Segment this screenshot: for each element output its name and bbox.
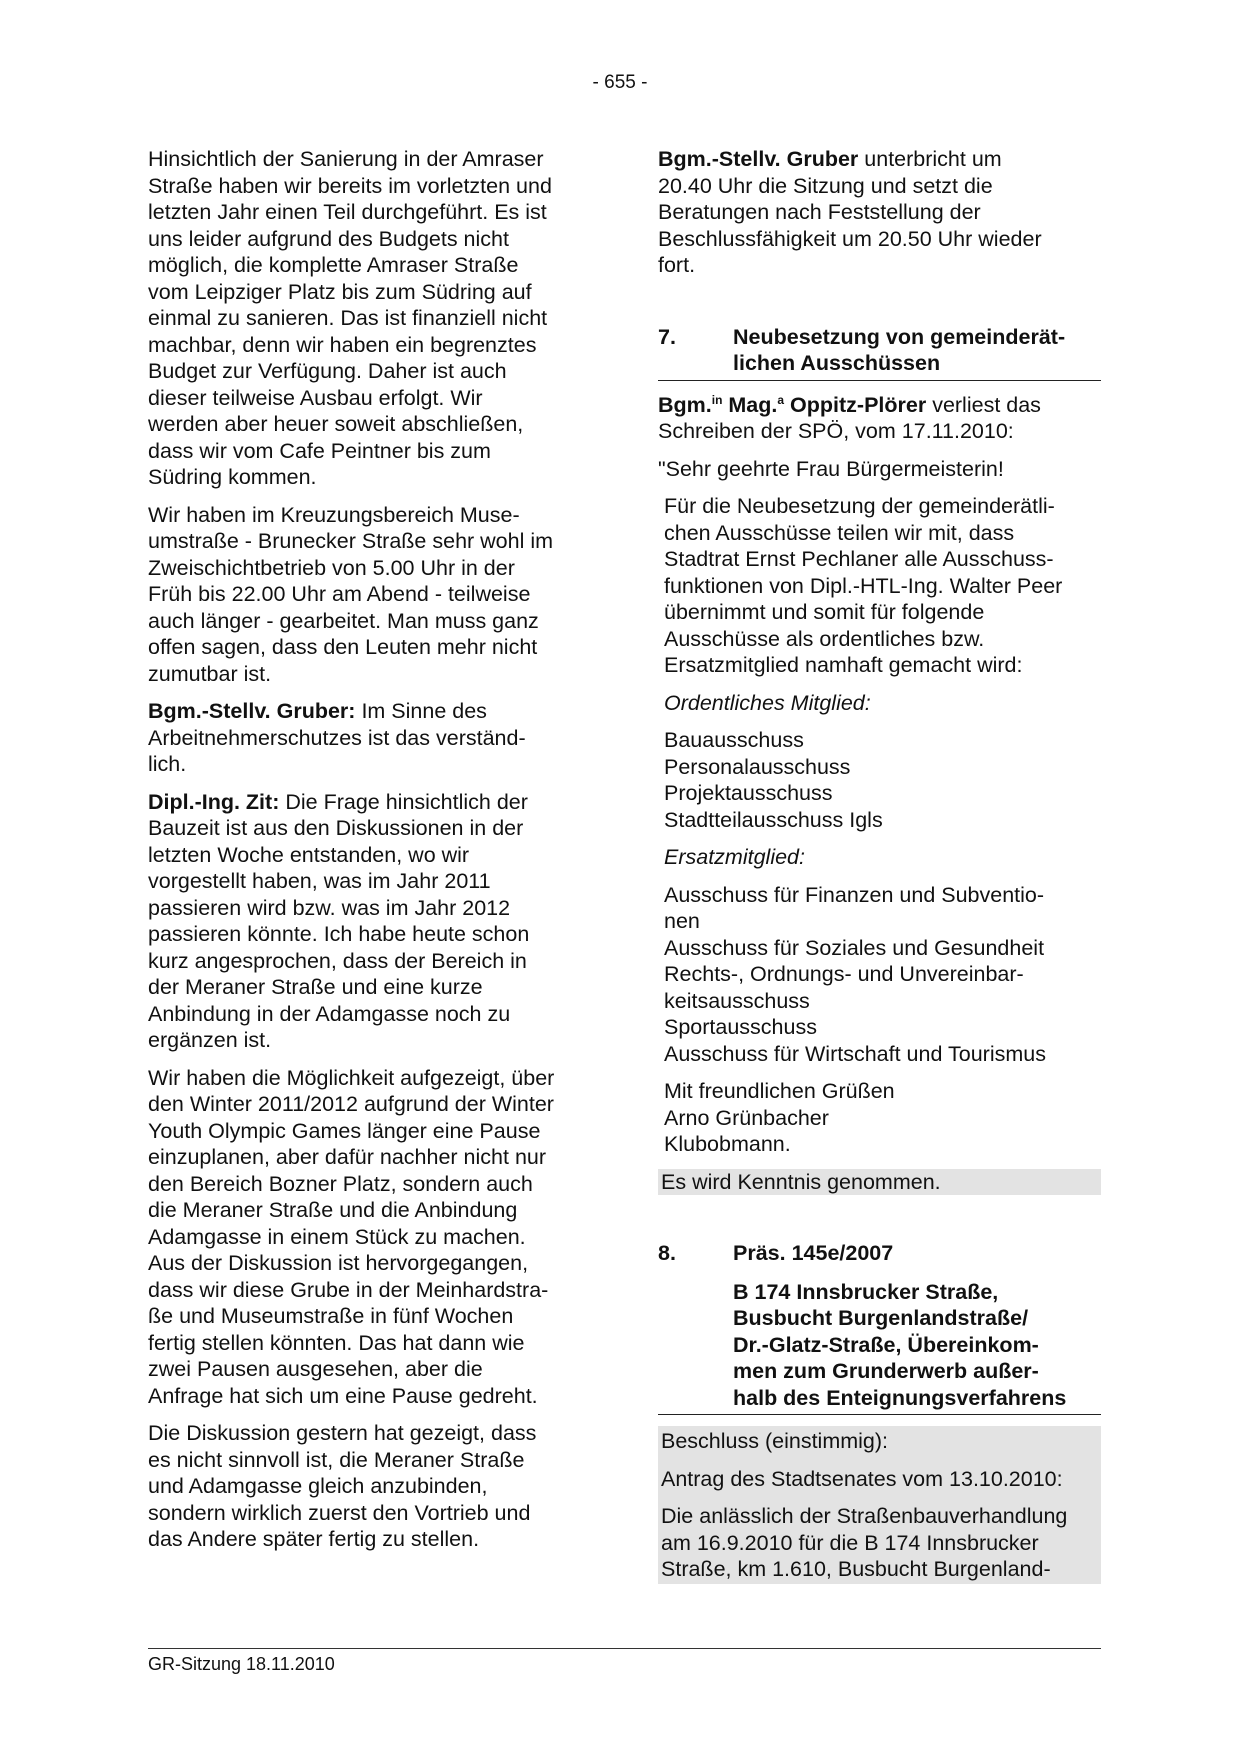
agenda-number: 8.: [658, 1241, 676, 1265]
paragraph: [148, 1420, 588, 1553]
left-column: [148, 146, 588, 1564]
text-line: auch länger - gearbeitet. Man muss ganz: [148, 608, 539, 633]
text-line: Bauausschuss: [664, 728, 804, 752]
text-line: Beschlussfähigkeit um 20.50 Uhr wieder: [658, 226, 1042, 251]
text-line: zumutbar ist.: [148, 661, 272, 686]
text-line: Sportausschuss: [664, 1015, 817, 1039]
text-line: Arbeitnehmerschutzes ist das verständ-: [148, 725, 526, 750]
text-line: kurz angesprochen, dass der Bereich in: [148, 948, 527, 973]
text-line: lichen Ausschüssen: [733, 351, 941, 375]
text-line: Dr.-Glatz-Straße, Übereinkom-: [733, 1332, 1039, 1357]
text-line: Anbindung in der Adamgasse noch zu: [148, 1001, 511, 1026]
text-line: Ersatzmitglied namhaft gemacht wird:: [664, 653, 1023, 677]
text-line: die Meraner Straße und die Anbindung: [148, 1198, 518, 1222]
text-line: Projektausschuss: [664, 781, 833, 805]
speaker-name: Oppitz-Plörer: [784, 392, 927, 417]
text-line: men zum Grunderwerb außer-: [733, 1359, 1039, 1383]
text-line: den Winter 2011/2012 aufgrund der Winter: [148, 1092, 554, 1116]
text-line: Klubobmann.: [664, 1132, 791, 1156]
text-line: lich.: [148, 752, 187, 776]
text-line: Wir haben die Möglichkeit aufgezeigt, über: [148, 1065, 555, 1090]
text-line: passieren könnte. Ich habe heute schon: [148, 922, 530, 946]
text-line: Straße haben wir bereits im vorletzten und: [148, 173, 552, 198]
member-label: Ordentliches Mitglied:: [664, 690, 871, 715]
resolution-block: [658, 1426, 1101, 1584]
text-line: Ausschuss für Soziales und Gesundheit: [664, 935, 1045, 960]
agenda-heading-8-ref: [658, 1240, 1101, 1267]
text-line: den Bereich Bozner Platz, sondern auch: [148, 1171, 533, 1196]
paragraph-reading: Bgm.$^{in}$ Mag.$^a$ Oppitz-Plörer verliest das Schreiben der SPÖ, vom 17.11.2010:: [658, 392, 1101, 445]
text-line: Bauzeit ist aus den Diskussionen in der: [148, 816, 524, 840]
text-line: chen Ausschüsse teilen wir mit, dass: [664, 520, 1015, 545]
resolution-motion: Antrag des Stadtsenates vom 13.10.2010:: [661, 1466, 1063, 1491]
text-line: möglich, die komplette Amraser Straße: [148, 253, 519, 277]
text-line: Neubesetzung von gemeinderät-: [733, 324, 1066, 349]
text-line: umstraße - Brunecker Straße sehr wohl im: [148, 529, 554, 553]
text-line: 20.40 Uhr die Sitzung und setzt die: [658, 173, 993, 198]
text-line: nen: [664, 909, 700, 933]
text-line: es nicht sinnvoll ist, die Meraner Straße: [148, 1447, 525, 1472]
text-line: und Adamgasse gleich anzubinden,: [148, 1474, 488, 1498]
right-column: [658, 146, 1101, 1584]
text-line: Rechts-, Ordnungs- und Unvereinbar-: [664, 962, 1024, 986]
text-line: der Meraner Straße und eine kurze: [148, 975, 483, 999]
agenda-title: [733, 1279, 1066, 1412]
text-line: Aus der Diskussion ist hervorgegangen,: [148, 1251, 529, 1275]
text-line: letzten Woche entstanden, wo wir: [148, 842, 470, 867]
text-line: werden aber heuer soweit abschließen,: [148, 412, 524, 436]
text-line: fort.: [658, 253, 696, 277]
text-line: Schreiben der SPÖ, vom 17.11.2010:: [658, 419, 1014, 443]
agenda-reference: Präs. 145e/2007: [733, 1241, 894, 1265]
text-line: Früh bis 22.00 Uhr am Abend - teilweise: [148, 582, 531, 606]
paragraph: [148, 1065, 588, 1410]
agenda-title: [733, 324, 1065, 377]
text-line: übernimmt und somit für folgende: [664, 600, 985, 624]
text-line: letzten Jahr einen Teil durchgeführt. Es ist: [148, 200, 547, 224]
text-line: fertig stellen könnten. Das hat dann wie: [148, 1330, 525, 1355]
resolution-text: [661, 1503, 1098, 1583]
text-line: keitsausschuss: [664, 988, 810, 1013]
text-line: Für die Neubesetzung der gemeinderätli-: [664, 494, 1055, 518]
paragraph: [148, 502, 588, 688]
text-line: machbar, denn wir haben ein begrenztes: [148, 332, 537, 357]
text-line: ergänzen ist.: [148, 1028, 272, 1052]
text-line: Stadtrat Ernst Pechlaner alle Ausschuss-: [664, 547, 1054, 571]
text-line: Personalausschuss: [664, 754, 851, 779]
text-line: zwei Pausen ausgesehen, aber die: [148, 1357, 483, 1381]
letter-closing: [658, 1078, 1101, 1158]
text-line: Busbucht Burgenlandstraße/: [733, 1306, 1029, 1330]
text-line: vorgestellt haben, was im Jahr 2011: [148, 869, 491, 893]
text-line: dieser teilweise Ausbau erfolgt. Wir: [148, 385, 483, 410]
text-line: Anfrage hat sich um eine Pause gedreht.: [148, 1383, 538, 1408]
text-line: B 174 Innsbrucker Straße,: [733, 1279, 999, 1304]
text-line: Ausschüsse als ordentliches bzw.: [664, 626, 985, 651]
text-line: Hinsichtlich der Sanierung in der Amraser: [148, 147, 544, 171]
speaker-name: Bgm.-Stellv. Gruber:: [148, 699, 356, 723]
text-line: Ausschuss für Wirtschaft und Tourismus: [664, 1041, 1046, 1066]
text-line: Budget zur Verfügung. Daher ist auch: [148, 359, 507, 383]
text-line: uns leider aufgrund des Budgets nicht: [148, 226, 509, 251]
substitute-list: [658, 882, 1101, 1068]
text-line: Beratungen nach Feststellung der: [658, 200, 981, 224]
text-line: halb des Enteignungsverfahrens: [733, 1385, 1067, 1410]
text-line: sondern wirklich zuerst den Vortrieb und: [148, 1500, 531, 1525]
text-line: dass wir diese Grube in der Meinhardstra-: [148, 1277, 549, 1302]
text-line: Mit freundlichen Grüßen: [664, 1079, 895, 1103]
text-line: Zweischichtbetrieb von 5.00 Uhr in der: [148, 555, 515, 580]
text-line: vom Leipziger Platz bis zum Südring auf: [148, 279, 532, 304]
text-line: offen sagen, dass den Leuten mehr nicht: [148, 635, 538, 659]
paragraph-interruption: Bgm.-Stellv. Gruber unterbricht um 20.40 Uhr die Sitzung und setzt die Beratungen nach Feststellung der Beschlussfähigkeit um 20.50 Uhr wieder fort.: [658, 146, 1101, 279]
text-line: Ausschuss für Finanzen und Subventio-: [664, 882, 1045, 907]
paragraph-speaker-gruber: Bgm.-Stellv. Gruber: Im Sinne des Arbeitnehmerschutzes ist das verständ- lich.: [148, 698, 588, 778]
text-line: einmal zu sanieren. Das ist finanziell nicht: [148, 306, 548, 330]
notice-text: Es wird Kenntnis genommen.: [658, 1169, 1101, 1196]
letter-salutation: "Sehr geehrte Frau Bürgermeisterin!: [658, 456, 1004, 481]
agenda-heading-8: [658, 1279, 1101, 1416]
resolution-label: Beschluss (einstimmig):: [661, 1429, 888, 1453]
text-line: passieren wird bzw. was im Jahr 2012: [148, 895, 511, 920]
text-line: Youth Olympic Games länger eine Pause: [148, 1118, 541, 1143]
text-line: ße und Museumstraße in fünf Wochen: [148, 1304, 514, 1328]
text-line: Arno Grünbacher: [664, 1105, 829, 1130]
letter-body: [658, 493, 1101, 679]
text-line: funktionen von Dipl.-HTL-Ing. Walter Peer: [664, 573, 1063, 598]
text-line: Straße, km 1.610, Busbucht Burgenland-: [661, 1557, 1051, 1581]
page-footer: GR-Sitzung 18.11.2010: [148, 1648, 1101, 1675]
text-line: am 16.9.2010 für die B 174 Innsbrucker: [661, 1530, 1039, 1555]
speaker-name: Bgm.-Stellv. Gruber: [658, 147, 859, 171]
agenda-heading-7: [658, 324, 1101, 381]
text-line: Wir haben im Kreuzungsbereich Muse-: [148, 502, 520, 527]
text-line: Die anlässlich der Straßenbauverhandlung: [661, 1504, 1068, 1528]
page-number: - 655 -: [592, 72, 648, 93]
member-list: [658, 727, 1101, 833]
substitute-label: Ersatzmitglied:: [664, 845, 805, 869]
text-line: Stadtteilausschuss Igls: [664, 807, 883, 832]
text-line: Die Diskussion gestern hat gezeigt, dass: [148, 1421, 537, 1445]
text-line: dass wir vom Cafe Peintner bis zum: [148, 438, 491, 463]
paragraph: [148, 146, 588, 491]
text-line: einzuplanen, aber dafür nachher nicht nur: [148, 1145, 547, 1169]
text-line: das Andere später fertig zu stellen.: [148, 1527, 480, 1551]
paragraph-speaker-zit: Dipl.-Ing. Zit: Die Frage hinsichtlich der Bauzeit ist aus den Diskussionen in der letzten Woche entstanden, wo wir vorgestellt haben, was im Jahr 2011 passieren wird bzw. was im Jahr 2012 passieren könnte. Ich habe heute schon kurz angesprochen, dass der Bereich in der Meraner Straße und eine kurze Anbindung in der Adamgasse noch zu ergänzen ist.: [148, 789, 588, 1054]
text-line: Adamgasse in einem Stück zu machen.: [148, 1224, 526, 1249]
text-line: Südring kommen.: [148, 465, 317, 489]
speaker-name: Dipl.-Ing. Zit:: [148, 789, 280, 814]
agenda-number: 7.: [658, 324, 676, 349]
